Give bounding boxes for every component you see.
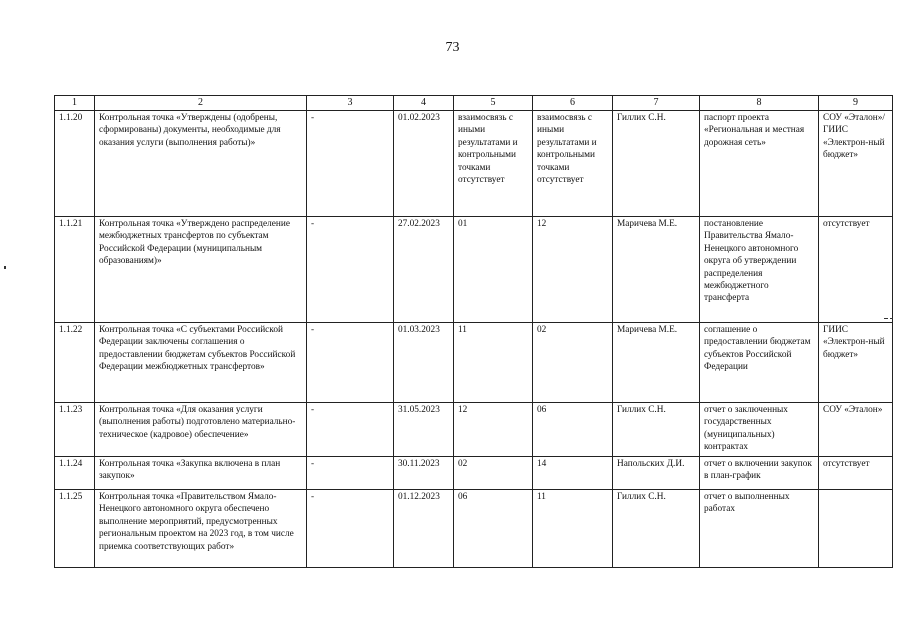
row-number: 1.1.24 <box>55 457 95 490</box>
col3-value: - <box>307 111 394 217</box>
scan-mark-right <box>884 318 888 319</box>
document-cell: постановление Правительства Ямало-Ненецкого автономного округа об утверждении распределения межбюджетного трансферта <box>700 217 819 323</box>
table-header-row <box>55 96 893 111</box>
system-cell: СОУ «Эталон» <box>819 403 893 457</box>
col5-value: 02 <box>454 457 533 490</box>
responsible-cell: Напольских Д.И. <box>613 457 700 490</box>
col3-value: - <box>307 403 394 457</box>
table-row <box>55 490 893 568</box>
col3-value: - <box>307 490 394 568</box>
responsible-cell: Гиллих С.Н. <box>613 111 700 217</box>
column-header: 9 <box>819 96 893 111</box>
scan-mark-left <box>4 266 6 269</box>
col5-value: взаимосвязь с иными результатами и контрольными точками отсутствует <box>454 111 533 217</box>
page-number: 73 <box>445 40 460 55</box>
control-point-name: Контрольная точка «С субъектами Российской Федерации заключены соглашения о предоставлении бюджетам субъектов Российской Федерации межбюджетных трансфертов» <box>95 323 307 403</box>
column-header: 2 <box>95 96 307 111</box>
responsible-cell: Маричева М.Е. <box>613 217 700 323</box>
col6-value: взаимосвязь с иными результатами и контрольными точками отсутствует <box>533 111 613 217</box>
system-cell: отсутствует <box>819 457 893 490</box>
control-point-name: Контрольная точка «Утверждены (одобрены, сформированы) документы, необходимые для оказания услуги (выполнения работы)» <box>95 111 307 217</box>
control-point-name: Контрольная точка «Для оказания услуги (выполнения работы) подготовлено материально-техническое (кадровое) обеспечение» <box>95 403 307 457</box>
column-header: 4 <box>394 96 454 111</box>
responsible-cell: Гиллих С.Н. <box>613 403 700 457</box>
control-point-name: Контрольная точка «Утверждено распределение межбюджетных трансфертов по субъектам Российской Федерации (муниципальным образованиям)» <box>95 217 307 323</box>
col3-value: - <box>307 323 394 403</box>
col6-value: 12 <box>533 217 613 323</box>
document-cell: паспорт проекта «Региональная и местная дорожная сеть» <box>700 111 819 217</box>
date-cell: 30.11.2023 <box>394 457 454 490</box>
table-row <box>55 403 893 457</box>
column-header: 5 <box>454 96 533 111</box>
col3-value: - <box>307 217 394 323</box>
control-point-name: Контрольная точка «Закупка включена в план закупок» <box>95 457 307 490</box>
system-cell: отсутствует <box>819 217 893 323</box>
row-number: 1.1.21 <box>55 217 95 323</box>
document-cell: отчет о включении закупок в план-график <box>700 457 819 490</box>
col5-value: 12 <box>454 403 533 457</box>
date-cell: 01.12.2023 <box>394 490 454 568</box>
row-number: 1.1.20 <box>55 111 95 217</box>
col5-value: 06 <box>454 490 533 568</box>
col5-value: 01 <box>454 217 533 323</box>
col6-value: 06 <box>533 403 613 457</box>
table-row <box>55 217 893 323</box>
control-points-table <box>54 95 893 568</box>
system-cell: ГИИС «Электрон-ный бюджет» <box>819 323 893 403</box>
responsible-cell: Маричева М.Е. <box>613 323 700 403</box>
table-row <box>55 323 893 403</box>
column-header: 6 <box>533 96 613 111</box>
column-header: 3 <box>307 96 394 111</box>
date-cell: 27.02.2023 <box>394 217 454 323</box>
column-header: 1 <box>55 96 95 111</box>
date-cell: 01.03.2023 <box>394 323 454 403</box>
table-row <box>55 457 893 490</box>
col6-value: 14 <box>533 457 613 490</box>
document-cell: отчет о заключенных государственных (муниципальных) контрактах <box>700 403 819 457</box>
col3-value: - <box>307 457 394 490</box>
date-cell: 31.05.2023 <box>394 403 454 457</box>
document-cell: отчет о выполненных работах <box>700 490 819 568</box>
col6-value: 02 <box>533 323 613 403</box>
responsible-cell: Гиллих С.Н. <box>613 490 700 568</box>
system-cell: СОУ «Эталон»/ ГИИС «Электрон-ный бюджет» <box>819 111 893 217</box>
document-cell: соглашение о предоставлении бюджетам субъектов Российской Федерации <box>700 323 819 403</box>
col5-value: 11 <box>454 323 533 403</box>
system-cell <box>819 490 893 568</box>
date-cell: 01.02.2023 <box>394 111 454 217</box>
column-header: 7 <box>613 96 700 111</box>
row-number: 1.1.23 <box>55 403 95 457</box>
row-number: 1.1.22 <box>55 323 95 403</box>
table-row <box>55 111 893 217</box>
column-header: 8 <box>700 96 819 111</box>
row-number: 1.1.25 <box>55 490 95 568</box>
control-point-name: Контрольная точка «Правительством Ямало-Ненецкого автономного округа обеспечено выполнение мероприятий, предусмотренных региональным проектом на 2023 год, в том числе приемка соответствующих работ» <box>95 490 307 568</box>
scan-mark-right <box>890 318 893 319</box>
col6-value: 11 <box>533 490 613 568</box>
